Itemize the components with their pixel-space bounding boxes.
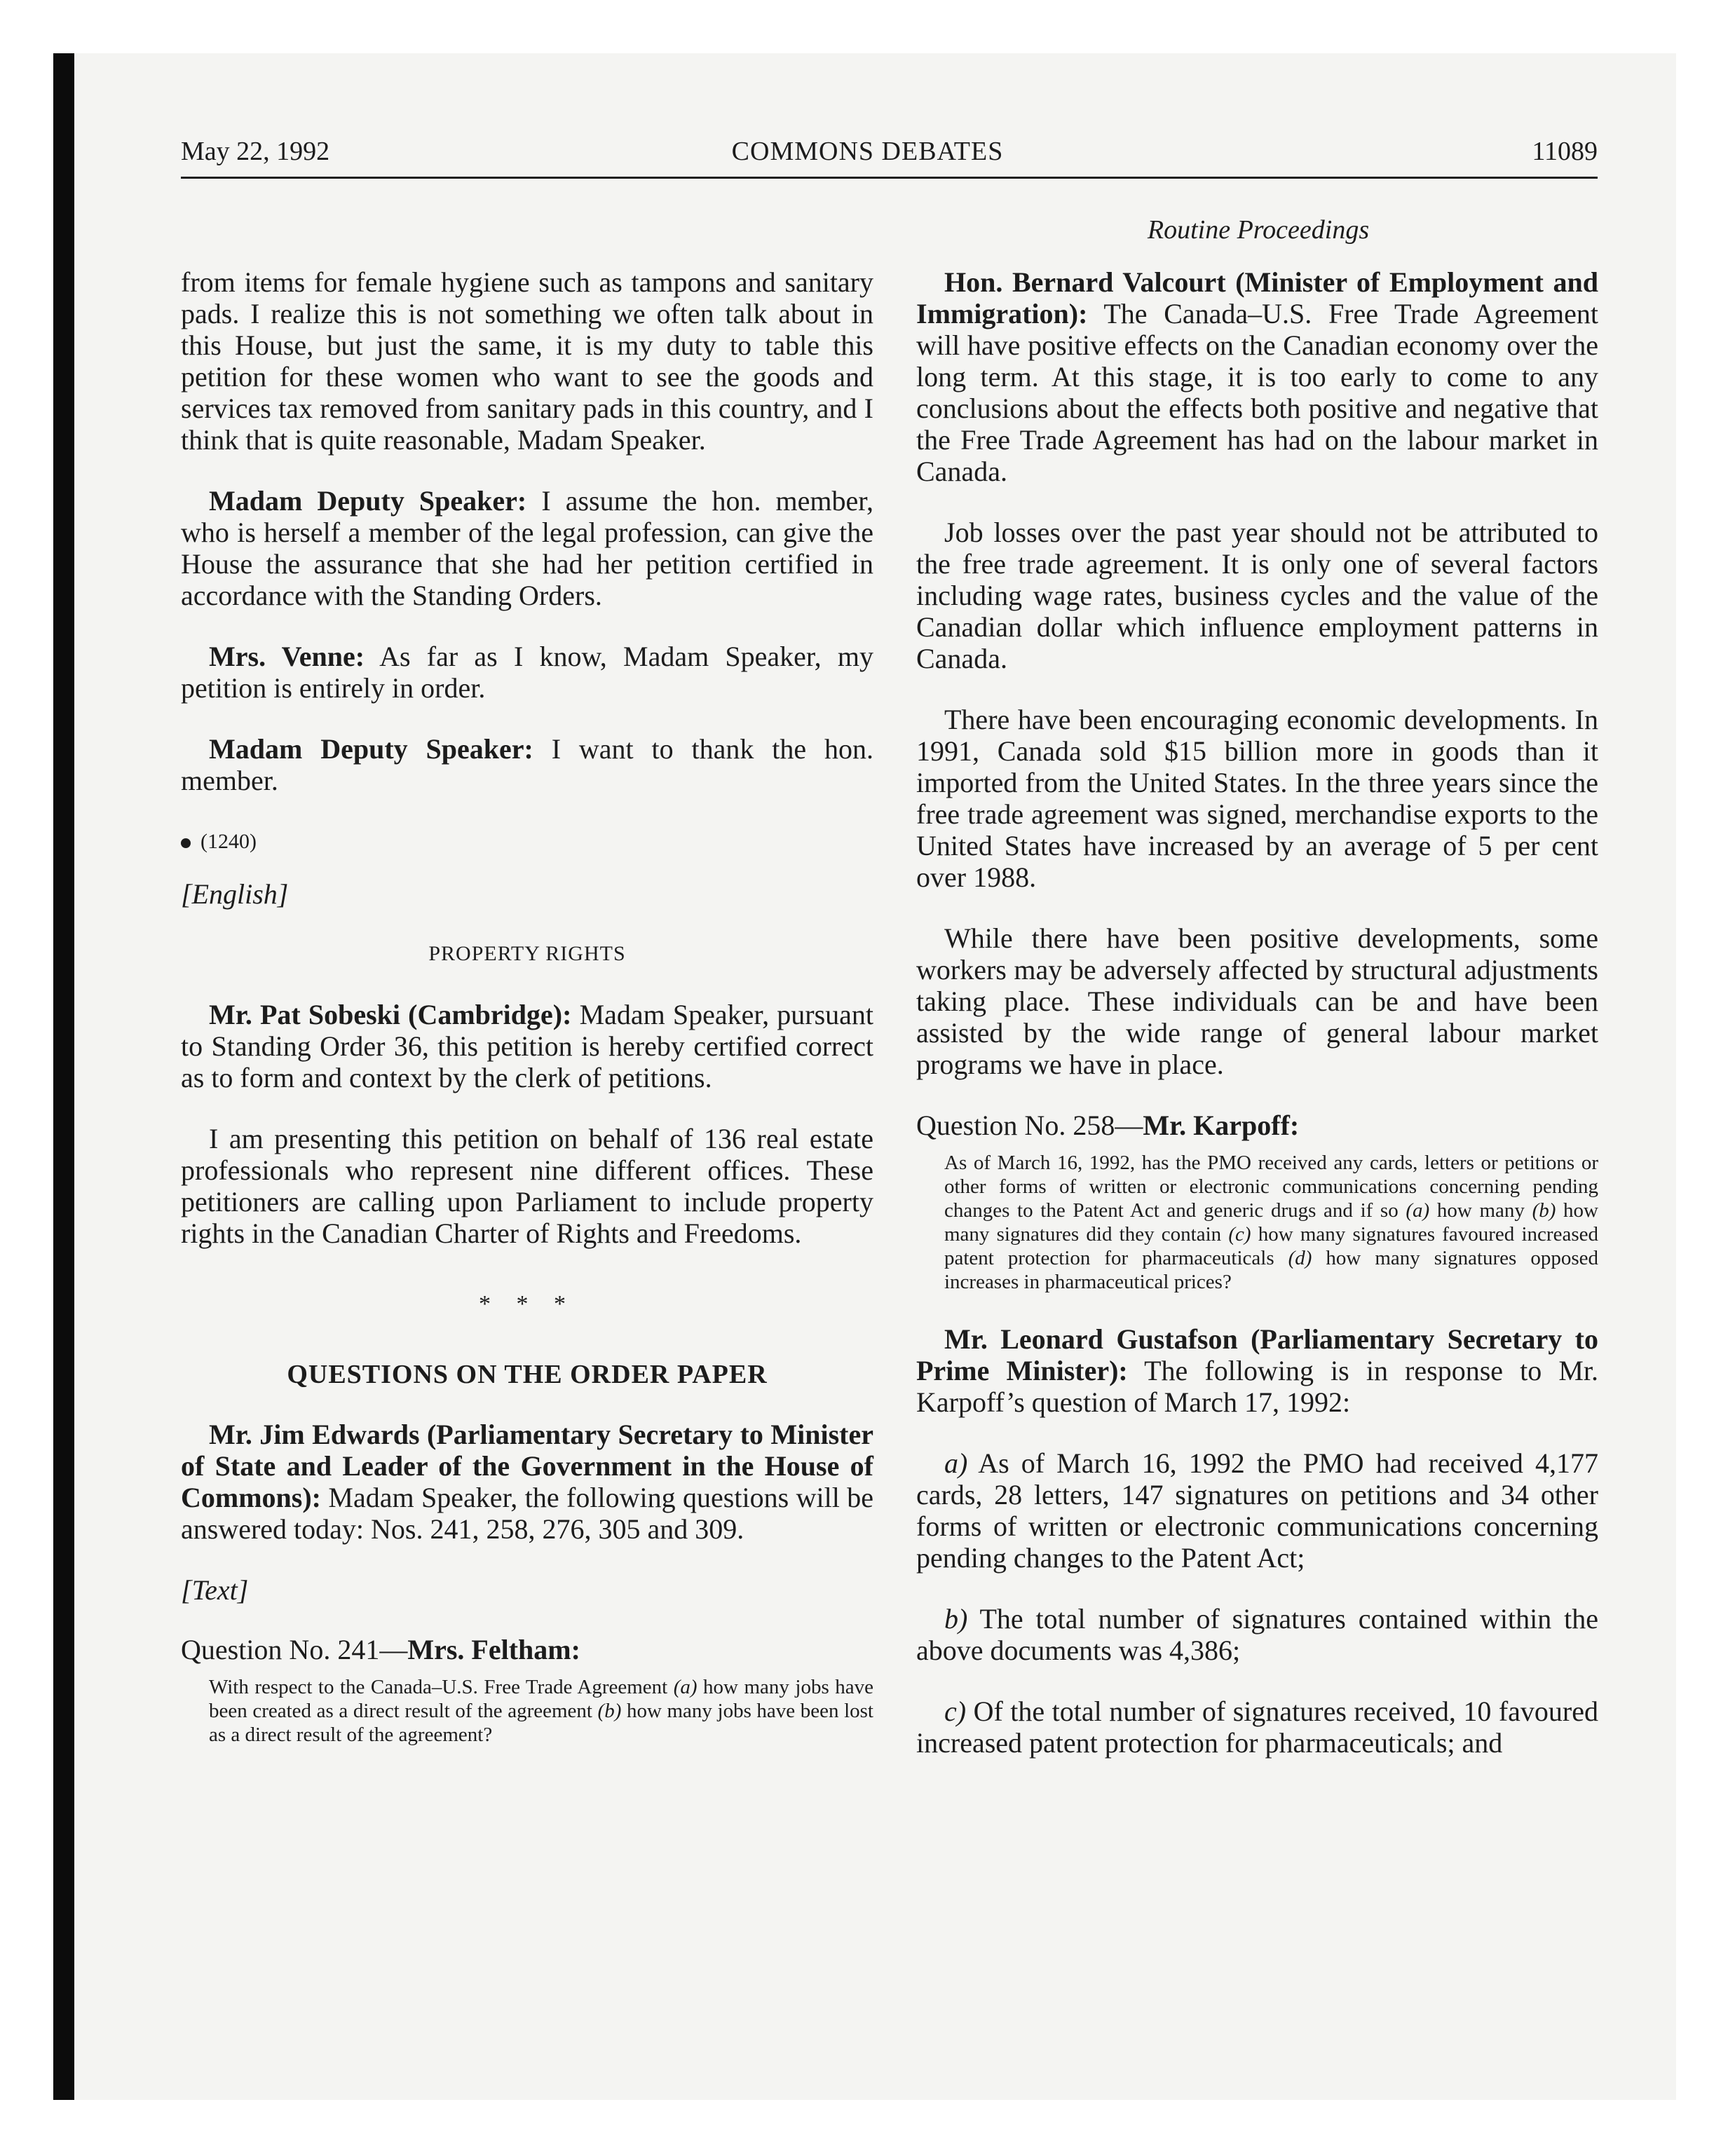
answer-item-text: Of the total number of signatures received, 10 favoured increased patent protection for pharmaceuticals; and: [916, 1696, 1598, 1759]
question-member: Mr. Karpoff:: [1143, 1110, 1300, 1141]
speaker-name: Madam Deputy Speaker:: [209, 733, 533, 765]
question-text-part: how many signatures did they contain: [944, 1199, 1598, 1246]
speech-text: Madam Speaker, pursuant to Standing Order 36, this petition is hereby certified correct as to form and context by the clerk of petitions.: [181, 999, 873, 1093]
question-text-part: As of March 16, 1992, has the PMO received any cards, letters or petitions or other forms of written or electronic communications concerning pending changes to the Patent Act and generic drugs and if so: [944, 1152, 1598, 1222]
paragraph: I am presenting this petition on behalf of 136 real estate professionals who represent nine different offices. These petitioners are calling upon Parliament to include property rights in the Canadian Charter of Rights and Freedoms.: [181, 1123, 873, 1249]
question-item-label: (a): [1406, 1199, 1430, 1222]
left-column: [181, 266, 873, 1776]
speech-paragraph: [916, 266, 1598, 487]
question-text: [916, 1151, 1598, 1294]
paragraph: Job losses over the past year should not be attributed to the free trade agreement. It is only one of several factors including wage rates, business cycles and the value of the Canadian dollar which influence employment patterns in Canada.: [916, 517, 1598, 674]
text-marker: [Text]: [181, 1574, 249, 1606]
speech-paragraph: [181, 1419, 873, 1545]
question-text-part: how many: [1429, 1199, 1532, 1222]
paragraph: There have been encouraging economic developments. In 1991, Canada sold $15 billion more in goods than it imported from the United States. In the three years since the free trade agreement was signed, merchandise exports to the United States have increased by an average of 5 per cent over 1988.: [916, 704, 1598, 893]
speaker-name: Mrs. Venne:: [209, 641, 365, 672]
speaker-name: Mr. Jim Edwards (Parliamentary Secretary to Minister of State and Leader of the Government in the House of Commons):: [181, 1419, 873, 1513]
question-item-label: (b): [1532, 1199, 1556, 1222]
question-text: [181, 1675, 873, 1747]
question-label: Question No. 241—: [181, 1634, 408, 1665]
time-marker-text: (1240): [200, 830, 257, 853]
time-marker: [181, 826, 873, 857]
speech-text: I want to thank the hon. member.: [181, 733, 874, 796]
speech-text: The following is in response to Mr. Karpoff’s question of March 17, 1992:: [916, 1355, 1599, 1418]
right-column: [916, 266, 1598, 1788]
question-text-part: With respect to the Canada–U.S. Free Trade Agreement: [209, 1676, 674, 1698]
answer-item: [916, 1447, 1598, 1574]
section-heading: QUESTIONS ON THE ORDER PAPER: [287, 1360, 768, 1389]
paragraph: While there have been positive developments, some workers may be adversely affected by structural adjustments taking place. These individuals can be and have been assisted by the wide range of general labour market programs we have in place.: [916, 922, 1598, 1080]
answer-item: [916, 1603, 1598, 1666]
question-text-part: how many jobs have been lost as a direct result of the agreement?: [209, 1700, 873, 1746]
question-text-part: how many jobs have been created as a direct result of the agreement: [209, 1676, 873, 1722]
header-title: COMMONS DEBATES: [731, 137, 1004, 166]
section-divider: * * *: [479, 1291, 576, 1317]
speech-paragraph: [181, 641, 873, 704]
header-rule: [181, 177, 1598, 179]
speaker-name: Madam Deputy Speaker:: [209, 485, 527, 517]
answer-item-label: c): [944, 1696, 967, 1727]
language-marker: [English]: [181, 878, 289, 910]
answer-item-label: a): [944, 1447, 968, 1479]
speech-text: As far as I know, Madam Speaker, my petition is entirely in order.: [181, 641, 873, 704]
question-item-label: (d): [1288, 1247, 1312, 1269]
bullet-icon: [181, 838, 191, 848]
question-item-label: (c): [1228, 1223, 1251, 1246]
question-text-part: how many signatures favoured increased patent protection for pharmaceuticals: [944, 1223, 1598, 1269]
answer-item-text: The total number of signatures contained within the above documents was 4,386;: [916, 1603, 1598, 1666]
speech-paragraph: [181, 733, 873, 796]
question-heading: [916, 1110, 1598, 1141]
question-item-label: (a): [673, 1676, 698, 1698]
speech-paragraph: [916, 1323, 1598, 1418]
question-label: Question No. 258—: [916, 1110, 1143, 1141]
section-label: Routine Proceedings: [1147, 215, 1370, 245]
paragraph: from items for female hygiene such as tampons and sanitary pads. I realize this is not something we often talk about in this House, but just the same, it is my duty to table this petition for these women who want to see the goods and services tax removed from sanitary pads in this country, and I think that is quite reasonable, Madam Speaker.: [181, 266, 873, 456]
speaker-name: Hon. Bernard Valcourt (Minister of Employment and Immigration):: [916, 266, 1598, 329]
section-heading: PROPERTY RIGHTS: [428, 942, 626, 965]
question-heading: [181, 1634, 873, 1665]
question-text-part: how many signatures opposed increases in pharmaceutical prices?: [944, 1247, 1598, 1293]
header-date: May 22, 1992: [181, 137, 330, 166]
speech-text: Madam Speaker, the following questions will be answered today: Nos. 241, 258, 276, 305 and 309.: [181, 1482, 873, 1545]
speech-text: The Canada–U.S. Free Trade Agreement will have positive effects on the Canadian economy over the long term. At this stage, it is too early to come to any conclusions about the effects both positive and negative that the Free Trade Agreement has had on the labour market in Canada.: [916, 298, 1598, 487]
speech-text: I assume the hon. member, who is herself a member of the legal profession, can give the House the assurance that she had her petition certified in accordance with the Standing Orders.: [181, 485, 874, 611]
question-item-label: (b): [597, 1700, 622, 1722]
speech-paragraph: [181, 999, 873, 1093]
answer-item-text: As of March 16, 1992 the PMO had received 4,177 cards, 28 letters, 147 signatures on petitions and 34 other forms of written or electronic communications concerning pending changes to the Patent Act;: [916, 1447, 1598, 1574]
speaker-name: Mr. Leonard Gustafson (Parliamentary Secretary to Prime Minister):: [916, 1323, 1598, 1386]
question-member: Mrs. Feltham:: [407, 1634, 580, 1665]
answer-item: [916, 1696, 1598, 1759]
answer-item-label: b): [944, 1603, 968, 1635]
speaker-name: Mr. Pat Sobeski (Cambridge):: [209, 999, 572, 1030]
speech-paragraph: [181, 485, 873, 611]
header-page-number: 11089: [1532, 137, 1598, 166]
